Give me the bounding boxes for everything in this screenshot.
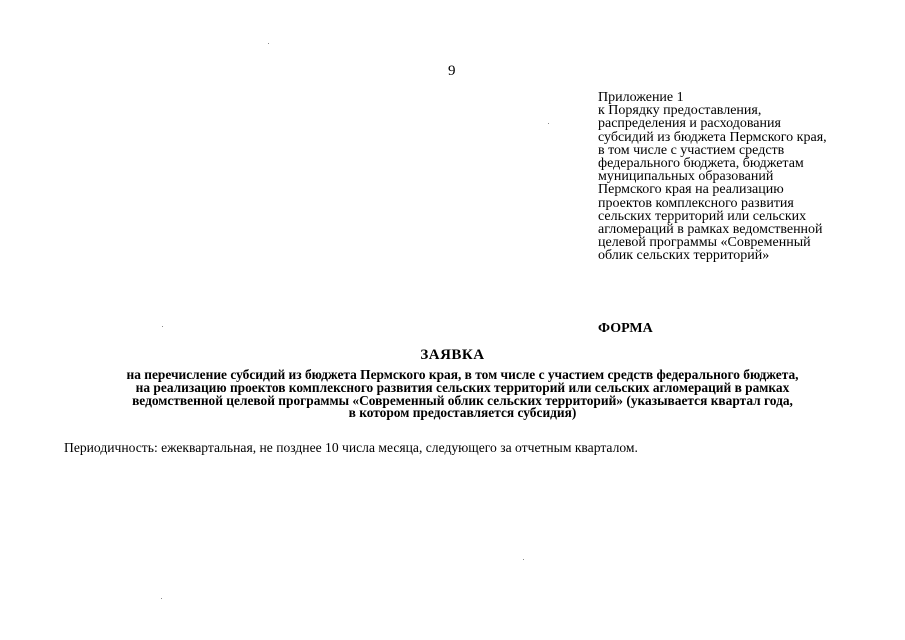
scan-speck [162,326,163,327]
appendix-block [598,91,888,263]
appendix-line: Приложение 1 [598,90,684,105]
appendix-line: муниципальных образований [598,169,774,185]
subtitle-line: на реализацию проектов комплексного развития сельских территорий или сельских агломераций в рамках [135,379,790,395]
scan-speck [523,559,524,560]
appendix-line: проектов комплексного развития [598,195,794,211]
appendix-line: субсидий из бюджета Пермского края, [598,129,827,145]
appendix-line: федерального бюджета, бюджетам [598,156,804,172]
form-label: ФОРМА [598,321,653,336]
page-number: 9 [448,63,456,79]
scan-speck [161,598,162,599]
subtitle-line: ведомственной целевой программы «Современный облик сельских территорий» (указывается квартал года, [132,392,793,408]
appendix-line: агломераций в рамках ведомственной [598,222,823,238]
subtitle-line: в котором предоставляется субсидия) [348,405,577,421]
appendix-line: целевой программы «Современный [598,235,811,251]
subtitle-line: на перечисление субсидий из бюджета Пермского края, в том числе с участием средств федерального бюджета, [126,367,799,382]
appendix-line: сельских территорий или сельских [598,208,807,224]
appendix-line: к Порядку предоставления, [598,103,762,119]
appendix-line: облик сельских территорий» [598,248,770,264]
document-subtitle [40,369,885,420]
scan-speck [548,123,549,124]
periodicity-text: Периодичность: ежеквартальная, не позднее 10 числа месяца, следующего за отчетным кварталом. [64,440,638,455]
document-title: ЗАЯВКА [420,347,485,363]
scan-speck [268,43,269,44]
appendix-line: в том числе с участием средств [598,142,785,158]
appendix-line: Пермского края на реализацию [598,182,784,198]
appendix-line: распределения и расходования [598,116,781,132]
